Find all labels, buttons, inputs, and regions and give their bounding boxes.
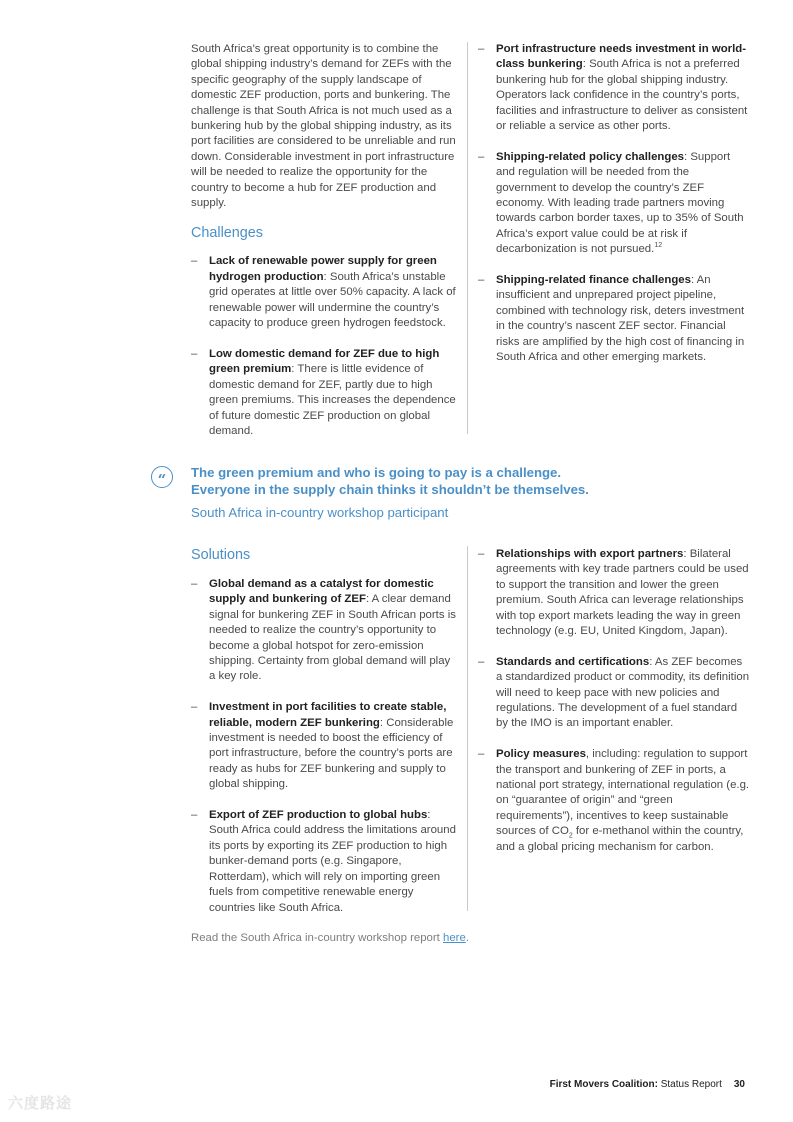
list-item [478,547,750,639]
dash-marker: – [191,255,198,268]
dash-marker: – [191,578,198,590]
bullet-text: : Considerable investment is needed to boost the efficiency of port infrastructure, before the country’s ports are ready as hubs for ZEF bunkering and supply to global shipping. [209,716,454,791]
subscript: 2 [568,832,573,840]
bullet-title: Port infrastructure needs investment in world-class bunkering [496,43,747,71]
bullet-text: : South Africa could address the limitations around its ports by exporting its ZEF production to high bunker-demand ports (e.g. Singapore, Rotterdam), which will rely on importing green fuels from competitive renewable energy countries like South Africa. [209,809,456,914]
bullet-text: , including: regulation to support the transport and bunkering of ZEF in ports, a national port strategy, international regulation (e.g. on “guarantee of origin” and “green requirements”), incentives to keep sustainable sources of CO [496,748,750,838]
bullet-text: : South Africa is not a preferred bunkering hub for the global shipping industry. Operators lack confidence in the country’s ports, facilities and infrastructure to deliver as consistent or reliable a service as other ports. [496,58,748,133]
quote-line-1: The green premium and who is going to pay is a challenge. [191,465,562,480]
bullet-title: Global demand as a catalyst for domestic supply and bunkering of ZEF [209,578,434,606]
dash-marker: – [478,548,485,560]
note-text: Read the South Africa in-country workshop report [191,932,443,944]
quote-attribution: South Africa in-country workshop participant [191,505,449,521]
dash-marker: – [478,655,485,668]
solutions-list-right [478,547,750,855]
report-link[interactable]: here [443,932,466,944]
list-item [478,747,750,855]
bullet-title: Lack of renewable power supply for green hydrogen production [209,255,437,283]
bullet-text: : As ZEF becomes a standardized product or commodity, its definition will need to keep pace with new policies and regulations. The development of a fuel standard by the IMO is an important enabler. [496,655,750,730]
dash-marker: – [478,43,485,55]
bullet-text: : There is little evidence of domestic demand for ZEF, partly due to high green premiums. This increases the dependence of future domestic ZEF production on global demand. [209,363,456,437]
challenges-heading: Challenges [191,225,264,242]
top-left-column [191,42,457,455]
page-number: 30 [733,1079,745,1090]
report-link-note [191,931,691,946]
quote-line-2: Everyone in the supply chain thinks it shouldn’t be themselves. [191,481,589,497]
solutions-heading: Solutions [191,547,251,563]
list-item [191,808,457,916]
bullet-title: Standards and certifications [496,655,650,668]
column-divider [467,546,468,911]
bullet-text: for e-methanol within the country, and a global pricing mechanism for carbon. [496,825,744,853]
list-item [191,347,457,439]
column-divider [467,42,468,434]
dash-marker: – [191,701,198,714]
list-item [191,700,457,792]
bullet-title: Policy measures [496,748,586,761]
list-item [191,577,457,685]
bullet-text: : An insufficient and unprepared project pipeline, combined with technology risk, deters investment in the country’s nascent ZEF sector. Financial risks are amplified by the high cost of financing in South Africa and other emerging markets. [496,274,745,364]
pull-quote [191,465,751,521]
watermark: 六度路途 [8,1095,73,1112]
bullet-text: : Support and regulation will be needed from the government to develop the country’s ZEF economy. With leading trade partners moving towards carbon border taxes, up to 35% of South Africa’s export value could be at risk if decarbonization is not pursued. [496,150,744,256]
challenges-list-left [191,254,457,439]
bullet-title: Low domestic demand for ZEF due to high green premium [209,347,440,376]
dash-marker: – [478,748,485,761]
list-item [478,150,750,258]
top-right-column [478,42,750,381]
dash-marker: – [478,274,485,287]
bottom-right-column [478,547,750,870]
solutions-list-left [191,577,457,916]
page-footer [550,1077,745,1092]
bullet-title: Relationships with export partners [496,548,684,560]
footer-brand: First Movers Coalition: [549,1079,658,1090]
list-item [478,273,750,365]
quote-icon: “ [151,466,173,488]
bullet-title: Investment in port facilities to create stable, reliable, modern ZEF bunkering [209,701,447,729]
bullet-text: : Bilateral agreements with key trade partners could be used to support the transition and lower the green premium. South Africa can leverage relationships with top export markets leading the way in green technology (e.g. EU, United Kingdom, Japan). [496,548,749,638]
list-item [478,655,750,732]
list-item [478,42,750,134]
dash-marker: – [191,809,198,822]
footer-report: Status Report [657,1079,722,1090]
bullet-title: Shipping-related policy challenges [496,150,684,163]
intro-paragraph: South Africa’s great opportunity is to combine the global shipping industry’s demand for ZEFs with the specific geography of the supply landscape of domestic ZEF production, ports and bunkering. The challenge is that South Africa is not much used as a bunkering hub by the global shipping industry, as its port facilities are considered to be unreliable and run down. Considerable investment in port infrastructure will be needed to realize the opportunity for the country to become a hub for ZEF production and supply. [191,43,456,210]
note-suffix: . [465,932,469,944]
footnote-ref: 12 [654,242,663,250]
dash-marker: – [478,150,485,163]
bullet-title: Export of ZEF production to global hubs [209,809,428,822]
challenges-list-right [478,42,750,366]
bottom-left-column [191,546,457,931]
dash-marker: – [191,347,198,360]
bullet-title: Shipping-related finance challenges [496,274,691,287]
list-item [191,254,457,331]
bullet-text: : A clear demand signal for bunkering ZEF in South African ports is needed to realize the country’s opportunity to become a global hotspot for zero-emission shipping. Certainty from global demand will play a key role. [209,593,456,683]
bullet-text: : South Africa’s unstable grid operates at little over 50% capacity. A lack of renewable power will undermine the country’s capacity to produce green hydrogen feedstock. [209,270,456,330]
